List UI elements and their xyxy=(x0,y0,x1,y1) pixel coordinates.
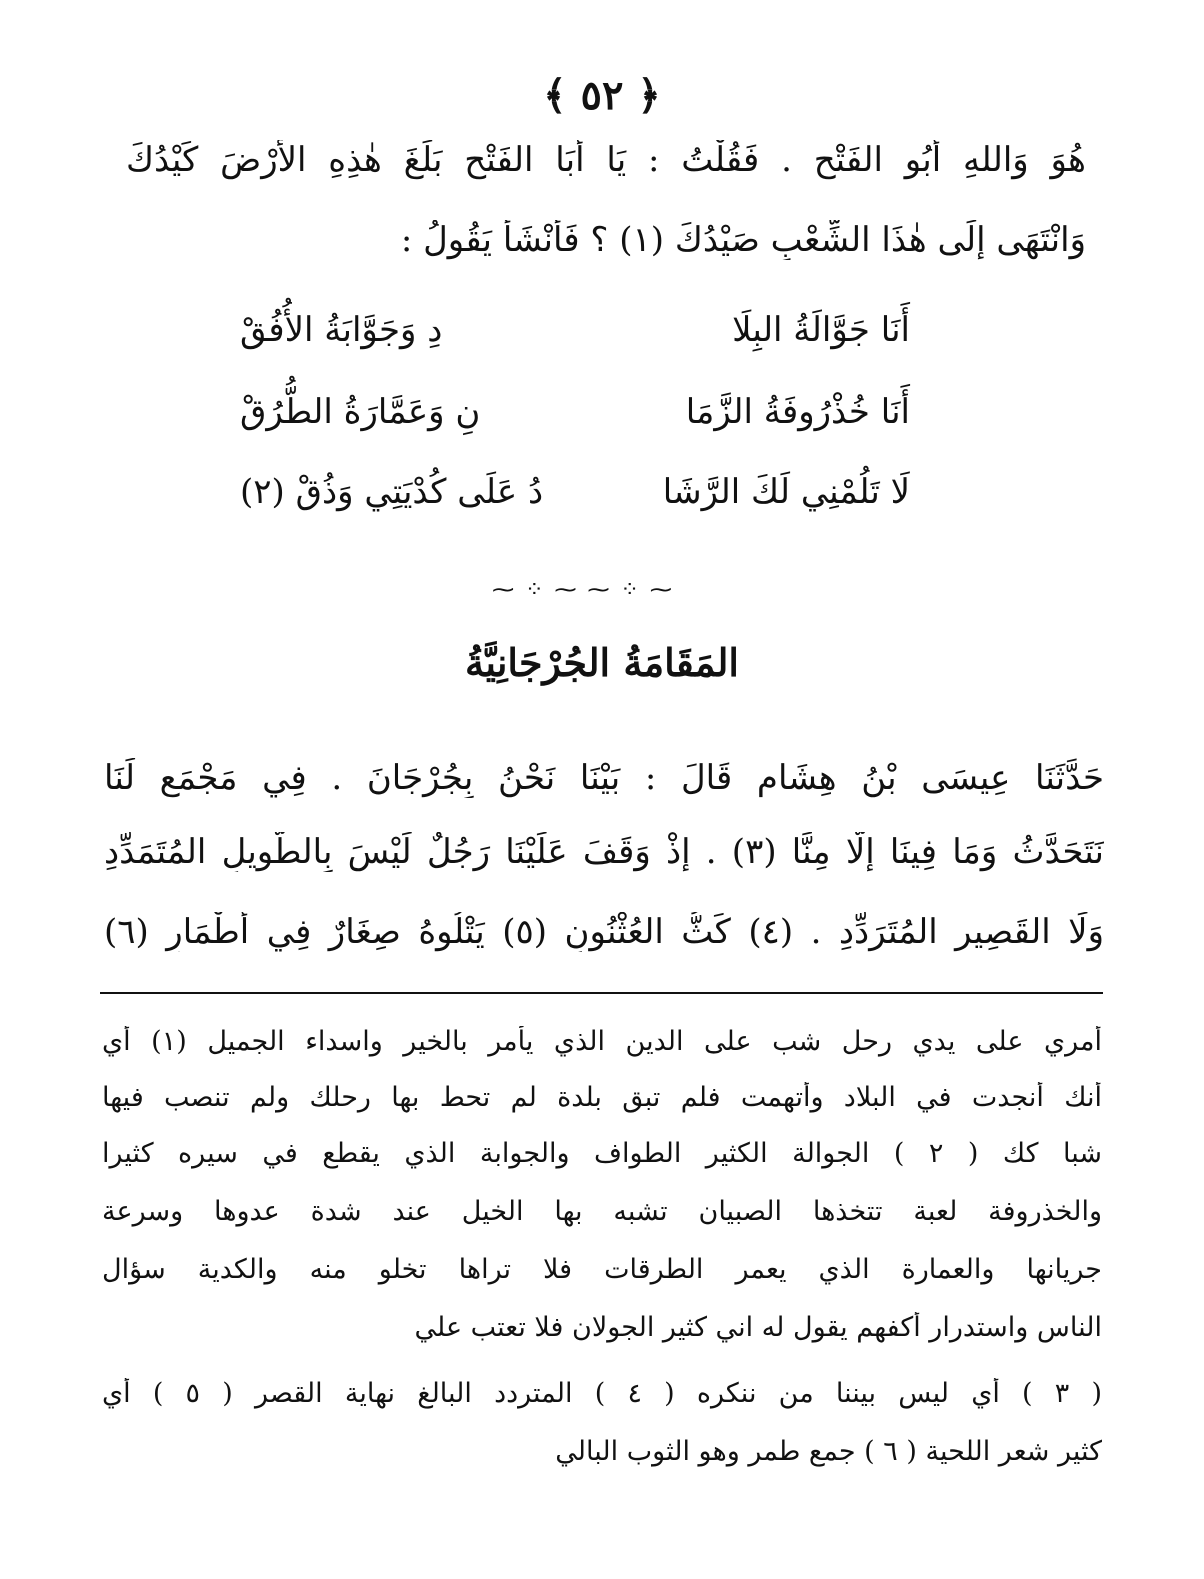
verse xyxy=(240,472,910,532)
footnote-line: جريانها والعمارة الذي يعمر الطرقات فلا تراها تخلو منه والكدية سؤال xyxy=(102,1254,1102,1285)
main-text-line: حَدَّثَنَا عِيسَى بْنُ هِشَامٍ قَالَ : بَيْنَا نَحْنُ بِجُرْجَانَ . فِي مَجْمَعٍ لَنَا xyxy=(104,758,1104,798)
footnote-line: الناس واستدرار أكفهم يقول له اني كثير الجولان فلا تعتب علي xyxy=(414,1312,1102,1343)
footnote-line: ( ٣ ) أي ليس بيننا من ننكره ( ٤ ) المتردد البالغ نهاية القصر ( ٥ ) أي xyxy=(102,1378,1102,1409)
verse-first-hemistich: أَنَا خُذْرُوفَةُ الزَّمَا xyxy=(685,392,910,432)
section-title: المَقَامَةُ الجُرْجَانِيَّةُ xyxy=(465,640,739,685)
main-text-line: وَلَا القَصِيرِ المُتَرَدِّدِ . (٤) كَثُّ العُثْنُونِ (٥) يَتْلُوهُ صِغَارٌ فِي أَطْمَارٍ (٦) xyxy=(104,912,1104,952)
footnote-line: شبا كك ( ٢ ) الجوالة الكثير الطواف والجوابة الذي يقطع في سيره كثيرا xyxy=(102,1138,1102,1169)
verse-first-hemistich: لَا تَلُمْنِي لَكَ الرَّشَا xyxy=(662,472,910,512)
section-divider-ornament: ⁓ ⁘ ⁓ ⁓ ⁘ ⁓ xyxy=(492,578,674,603)
verse-second-hemistich: دِ وَجَوَّابَةُ الأُفُقْ xyxy=(240,310,443,350)
main-text-line: نَتَحَدَّثُ وَمَا فِينَا إِلَّا مِنَّا (٣) . إِذْ وَقَفَ عَلَيْنَا رَجُلٌ لَيْسَ بِالطَّوِيلِ المُتَمَدِّدِ xyxy=(104,832,1104,872)
verse-second-hemistich: نِ وَعَمَّارَةُ الطُّرُقْ xyxy=(240,392,481,432)
footnote-line: والخذروفة لعبة تتخذها الصبيان تشبه بها الخيل عند شدة عدوها وسرعة xyxy=(102,1196,1102,1227)
footnote-line: أمري على يدي رحل شب على الدين الذي يأمر بالخير واسداء الجميل (١) أي xyxy=(102,1026,1102,1057)
intro-line: وَانْتَهَى إِلَى هٰذَا الشِّعْبِ صَيْدُكَ (١) ؟ فَأَنْشَأَ يَقُولُ : xyxy=(400,220,1086,260)
verse xyxy=(240,310,910,370)
verse xyxy=(240,392,910,452)
footnote-line: أنك أنجدت في البلاد وأتهمت فلم تبق بلدة لم تحط بها رحلك ولم تنصب فيها xyxy=(102,1082,1102,1113)
footnote-separator xyxy=(100,992,1103,994)
page-number: ﴿ ٥٢ ﴾ xyxy=(543,72,661,119)
verse-second-hemistich: دُ عَلَى كُدْيَتِي وَذُقْ (٢) xyxy=(240,472,544,512)
verse-first-hemistich: أَنَا جَوَّالَةُ البِلَا xyxy=(732,310,910,350)
footnote-line: كثير شعر اللحية ( ٦ ) جمع طمر وهو الثوب البالي xyxy=(555,1436,1102,1467)
intro-line: هُوَ وَاللهِ أَبُو الفَتْحِ . فَقُلْتُ : يَا أَبَا الفَتْحِ بَلَغَ هٰذِهِ الأَرْضَ كَيْدُكَ xyxy=(126,140,1086,180)
